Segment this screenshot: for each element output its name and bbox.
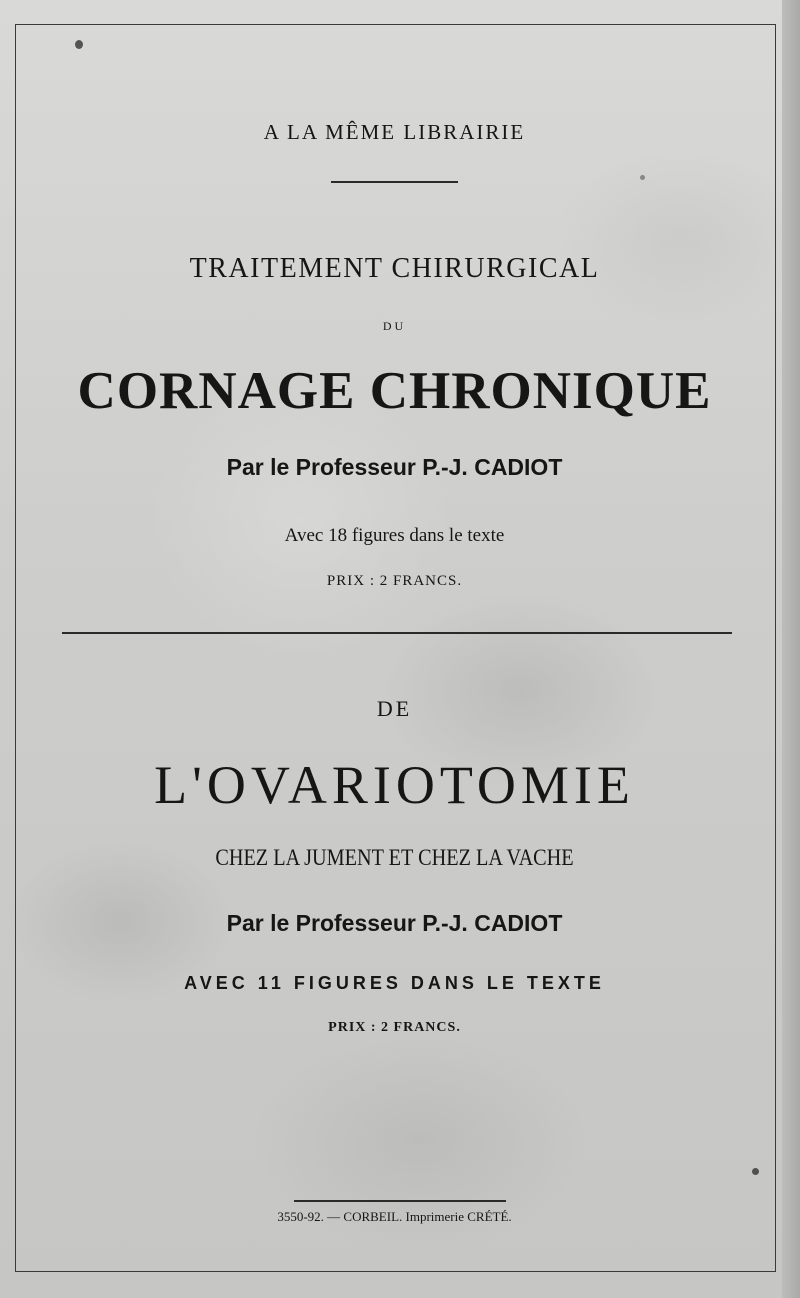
book1-price: PRIX : 2 FRANCS.	[326, 573, 463, 589]
page-border-frame	[15, 24, 776, 1272]
ink-spot	[75, 40, 83, 49]
library-heading: A LA MÊME LIBRAIRIE	[263, 120, 526, 144]
book1-author: Par le Professeur P.-J. CADIOT	[226, 454, 563, 480]
book2-subtitle: CHEZ LA JUMENT ET CHEZ LA VACHE	[215, 845, 574, 870]
book2-price: PRIX : 2 FRANCS.	[328, 1020, 461, 1035]
ink-spot	[640, 175, 645, 180]
section-divider	[62, 632, 732, 634]
book1-main-title: CORNAGE CHRONIQUE	[77, 362, 712, 420]
printer-imprint: 3550-92. — CORBEIL. Imprimerie CRÉTÉ.	[277, 1209, 512, 1224]
book2-author: Par le Professeur P.-J. CADIOT	[226, 910, 563, 936]
book1-title-connector: DU	[382, 319, 407, 333]
ink-spot	[752, 1168, 759, 1175]
printer-divider	[294, 1200, 506, 1202]
page-edge	[782, 0, 800, 1298]
book2-title-prefix: DE	[376, 696, 413, 721]
book2-figures-note: AVEC 11 FIGURES DANS LE TEXTE	[184, 973, 605, 993]
short-divider-top	[331, 181, 458, 183]
book1-figures-note: Avec 18 figures dans le texte	[284, 525, 505, 546]
book2-main-title: L'OVARIOTOMIE	[154, 755, 635, 815]
book1-title-line1: TRAITEMENT CHIRURGICAL	[189, 253, 600, 284]
